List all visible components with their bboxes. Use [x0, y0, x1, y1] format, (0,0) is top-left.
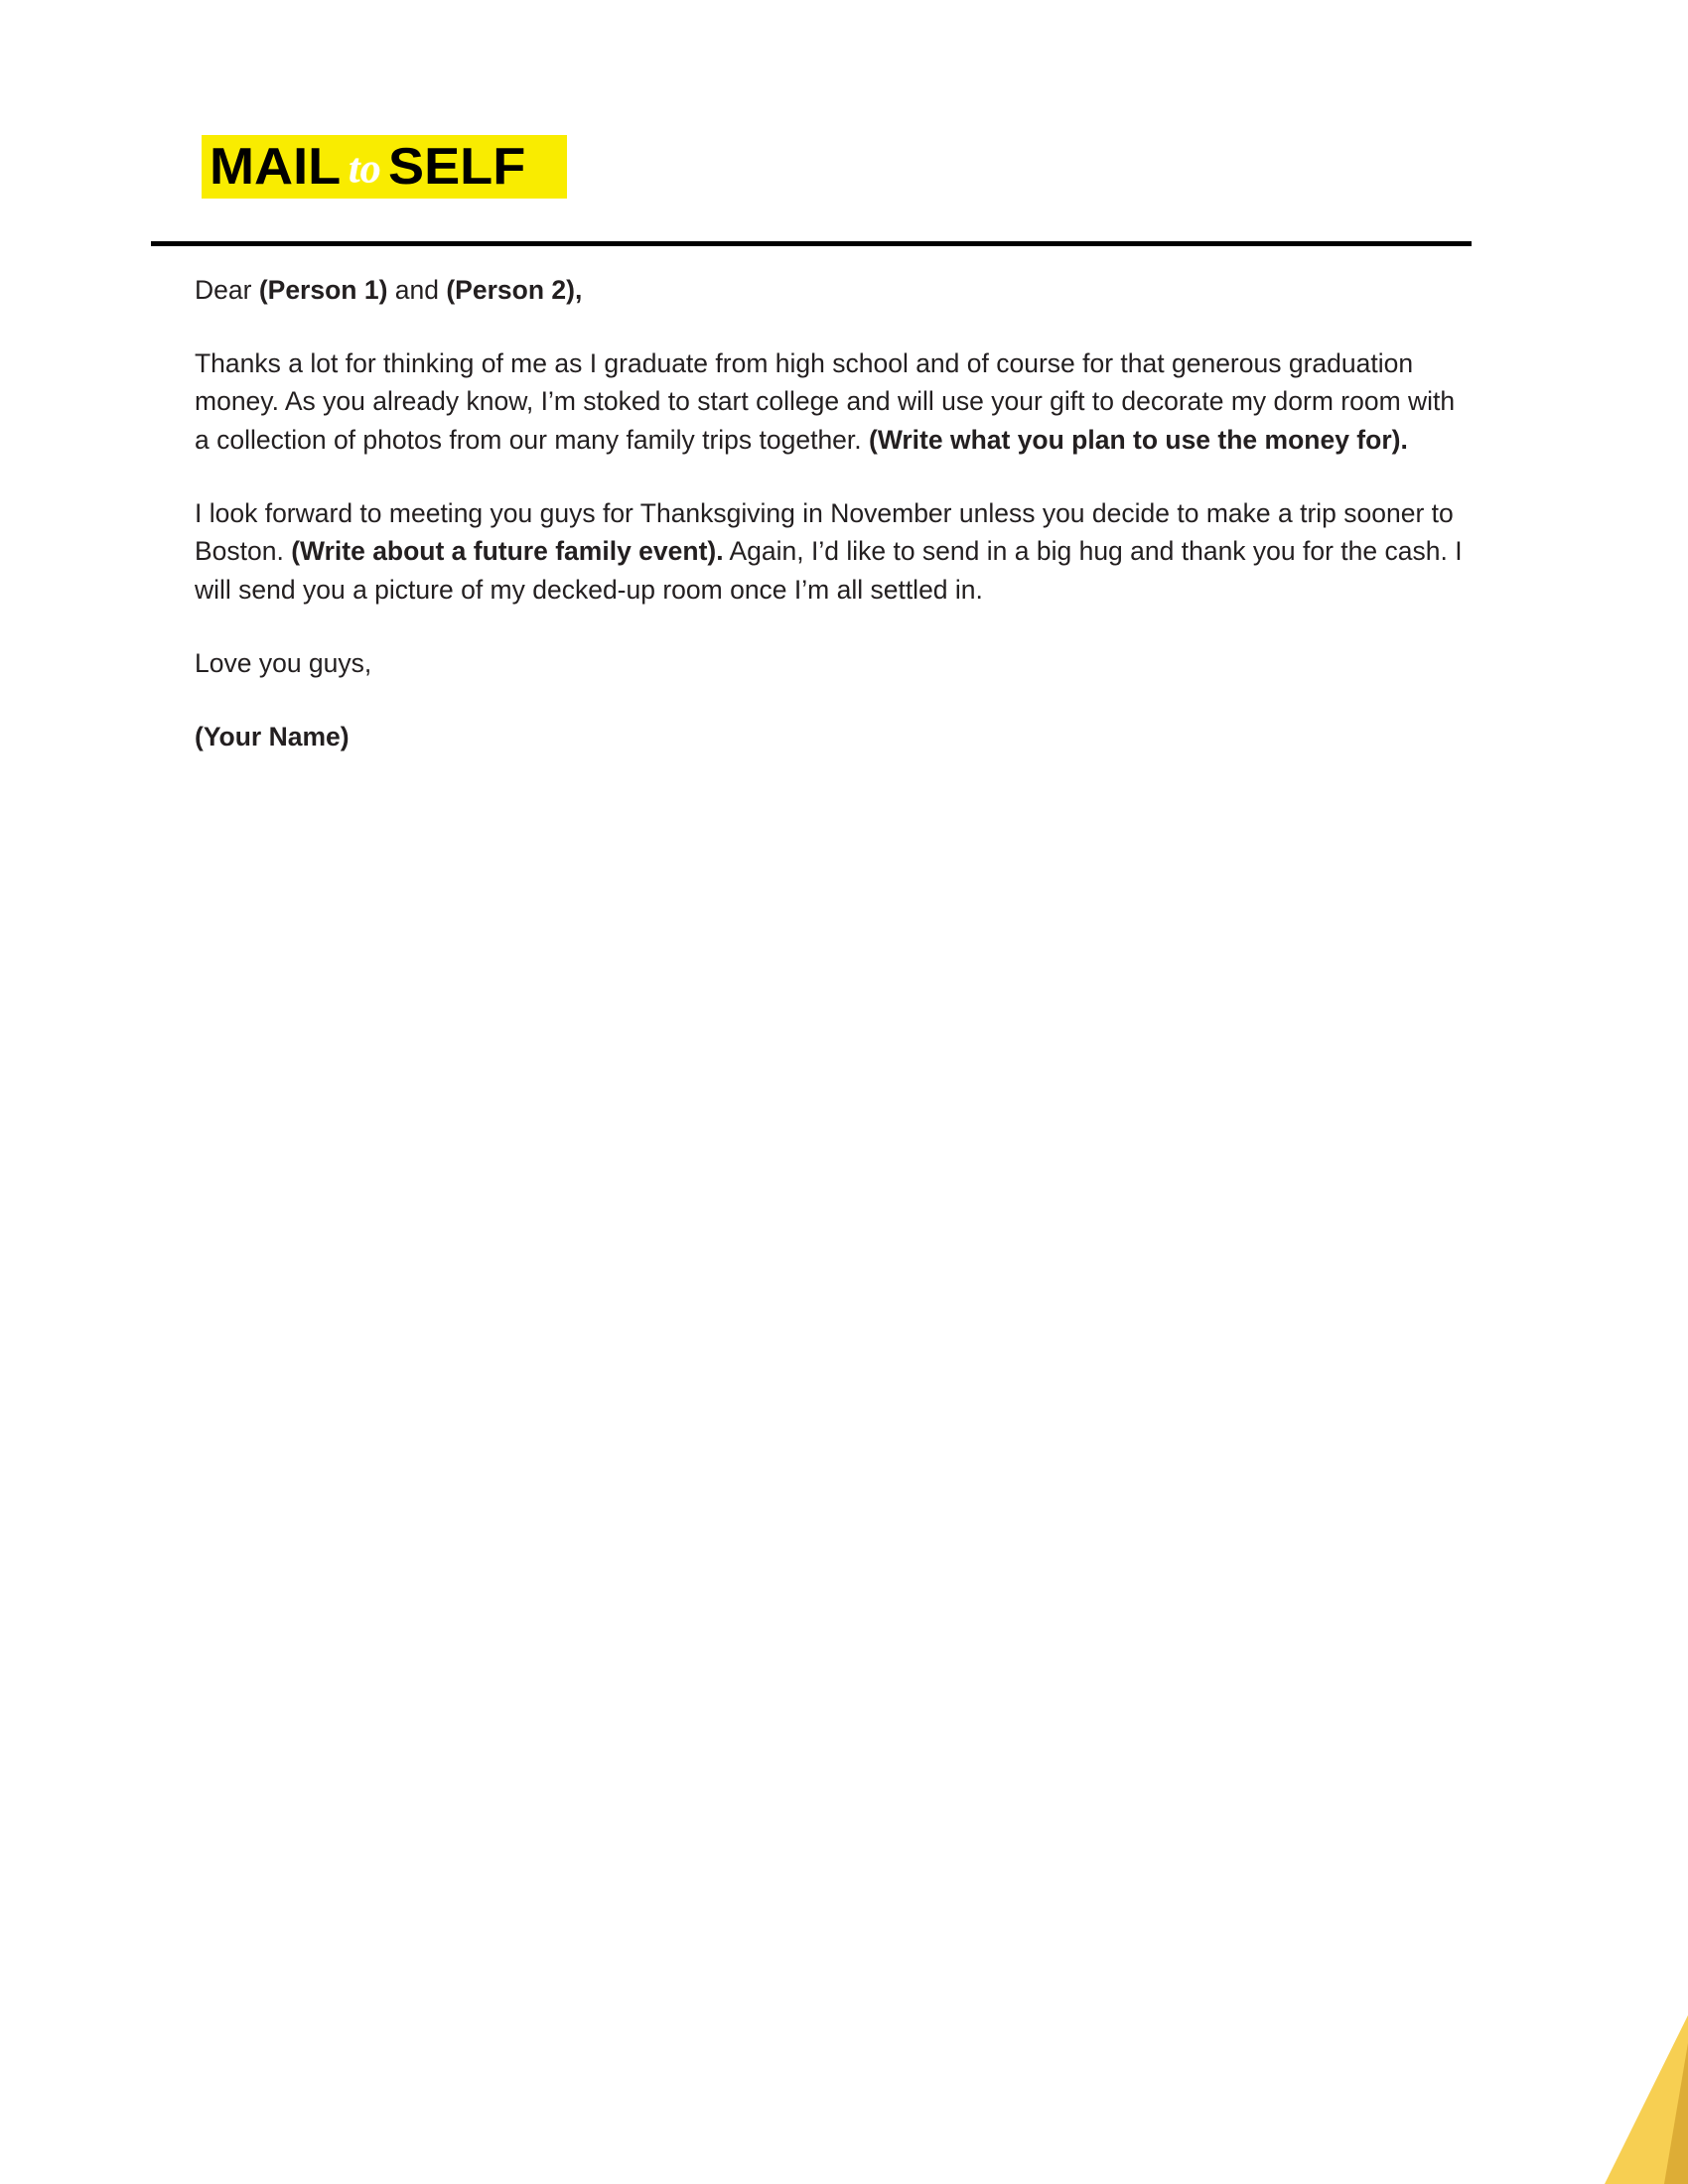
signature-line: (Your Name)	[195, 721, 350, 751]
salutation-line	[195, 271, 1472, 310]
salutation-prefix: Dear	[195, 275, 259, 305]
paragraph-2	[195, 494, 1472, 610]
logo-word-self: SELF	[388, 138, 526, 196]
paragraph-2-text-after: Again, I’d like to send in a big hug and thank you for the cash. I will send you a picture of my decked-up room once I’m all settled in.	[195, 536, 1463, 606]
paragraph-1-text: Thanks a lot for thinking of me as I graduate from high school and of course for that generous graduation money. As you already know, I’m stoked to start college and will use your gift to decorate my dorm room with a collection of photos from our many family trips together.	[195, 347, 1456, 456]
paragraph-1-prompt: (Write what you plan to use the money for).	[869, 425, 1408, 456]
paragraph-2-text-before: I look forward to meeting you guys for Thanksgiving in November unless you decide to make a trip sooner to Boston.	[195, 497, 1454, 567]
header-divider	[151, 241, 1472, 246]
logo-overlay-to: to	[349, 146, 381, 193]
document-header	[202, 135, 569, 201]
paragraph-2-prompt: (Write about a future family event).	[291, 536, 724, 567]
mail-to-self-logo	[202, 135, 567, 199]
paragraph-1	[195, 344, 1472, 460]
closing-line: Love you guys,	[195, 647, 372, 678]
salutation-person-1: (Person 1)	[258, 275, 388, 305]
salutation-conjunction: and	[387, 275, 447, 305]
salutation-person-2: (Person 2),	[446, 275, 583, 305]
corner-wedge-dark	[1664, 2043, 1688, 2184]
corner-wedge-light	[1605, 2015, 1688, 2184]
letter-body	[195, 271, 1472, 755]
corner-wedge-decoration	[1569, 2015, 1688, 2184]
logo-word-mail: MAIL	[210, 138, 342, 196]
